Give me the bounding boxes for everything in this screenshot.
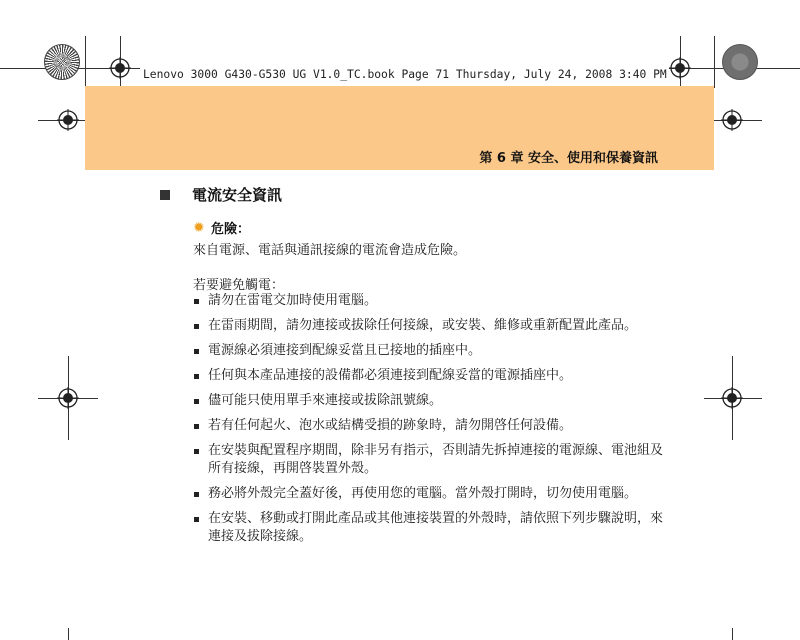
bullet-square-icon <box>194 449 199 454</box>
chapter-title: 第 6 章 安全、使用和保養資訊 <box>479 151 658 166</box>
danger-label: 危險： <box>211 222 251 237</box>
section-title: 電流安全資訊 <box>192 186 283 204</box>
print-slug: Lenovo 3000 G430-G530 UG V1.0_TC.book Page 71 Thursday, July 24, 2008 3:40 PM <box>143 68 667 81</box>
list-item <box>192 442 672 478</box>
list-item <box>192 292 672 310</box>
sunburst-icon: ✹ <box>193 220 205 236</box>
crop-line-bottom-right <box>732 628 733 640</box>
crop-line-bottom-left <box>68 628 69 640</box>
bullet-square-icon <box>194 374 199 379</box>
list-item <box>192 367 672 385</box>
registration-mark-top-left-icon <box>109 57 131 79</box>
intro-text: 來自電源、電話與通訊接線的電流會造成危險。 <box>193 243 467 258</box>
bullet-square-icon <box>194 492 199 497</box>
list-item-text: 儘可能只使用單手來連接或拔除訊號線。 <box>208 393 443 408</box>
bullet-square-icon <box>194 299 199 304</box>
registration-star-right-icon <box>722 44 758 80</box>
list-item-text: 電源線必須連接到配線妥當且已接地的插座中。 <box>208 343 482 358</box>
section-bullet-icon <box>160 190 170 200</box>
bullet-square-icon <box>194 349 199 354</box>
list-item-text: 任何與本產品連接的設備都必須連接到配線妥當的電源插座中。 <box>208 368 573 383</box>
bullet-square-icon <box>194 324 199 329</box>
safety-list <box>192 292 672 553</box>
bullet-square-icon <box>194 399 199 404</box>
list-item <box>192 342 672 360</box>
registration-mark-top-right-icon <box>669 57 691 79</box>
registration-mark-right-center-icon <box>721 387 743 409</box>
registration-mark-right-upper-icon <box>721 109 743 131</box>
avoid-heading: 若要避免觸電： <box>193 278 285 293</box>
list-item <box>192 417 672 435</box>
list-item-text: 若有任何起火、泡水或結構受損的跡象時，請勿開啓任何設備。 <box>208 418 573 433</box>
list-item <box>192 392 672 410</box>
list-item <box>192 317 672 335</box>
chapter-header-band <box>85 86 714 170</box>
list-item <box>192 510 672 546</box>
list-item-text: 在安裝與配置程序期間，除非另有指示，否則請先拆掉連接的電源線、電池組及所有接線，再開啓裝置外殼。 <box>208 443 664 476</box>
bullet-square-icon <box>194 517 199 522</box>
list-item <box>192 485 672 503</box>
list-item-text: 在雷雨期間，請勿連接或拔除任何接線，或安裝、維修或重新配置此產品。 <box>208 318 638 333</box>
registration-mark-left-center-icon <box>57 387 79 409</box>
list-item-text: 務必將外殼完全蓋好後，再使用您的電腦。當外殼打開時，切勿使用電腦。 <box>208 486 638 501</box>
registration-star-left-icon <box>44 44 80 80</box>
list-item-text: 在安裝、移動或打開此產品或其他連接裝置的外殼時，請依照下列步驟說明，來連接及拔除接線。 <box>208 511 664 544</box>
bullet-square-icon <box>194 424 199 429</box>
registration-mark-left-upper-icon <box>57 109 79 131</box>
crop-line-right-top-2 <box>714 36 715 88</box>
list-item-text: 請勿在雷電交加時使用電腦。 <box>208 293 378 308</box>
crop-line-left-top <box>85 36 86 88</box>
